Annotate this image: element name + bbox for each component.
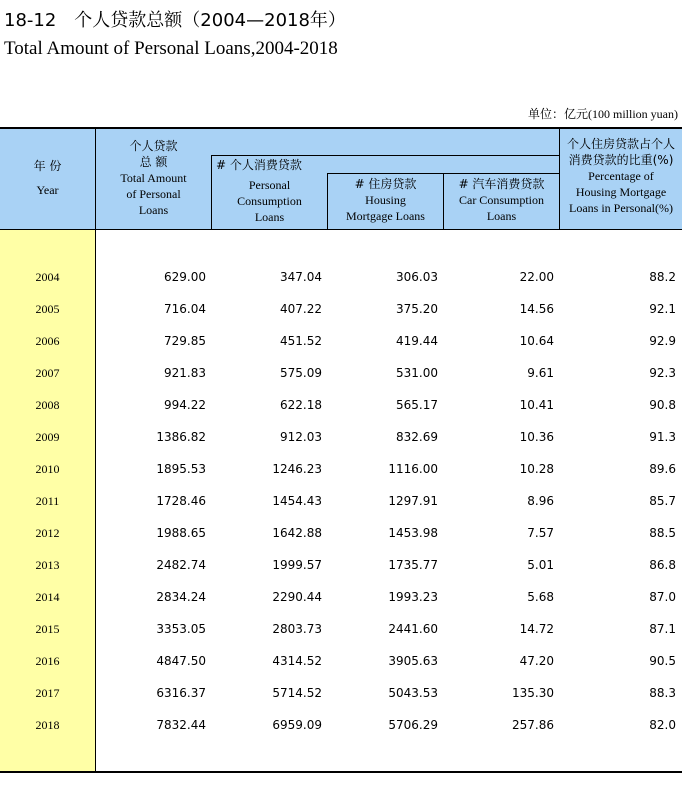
- table-title-chinese: 18-12 个人贷款总额（2004—2018年）: [4, 10, 346, 31]
- cell-total: 1728.46: [156, 494, 206, 508]
- cell-percentage: 88.3: [649, 686, 676, 700]
- table-row: [0, 587, 682, 607]
- header-car-en1: Car Consumption: [458, 193, 544, 207]
- header-total-cn2: 总 额: [139, 155, 168, 169]
- header-consumption-en: [212, 177, 327, 225]
- cell-total: 729.85: [164, 334, 206, 348]
- cell-total: 1895.53: [156, 462, 206, 476]
- table-row: [0, 427, 682, 447]
- table-bottom-rule: [0, 771, 682, 773]
- unit-label-english: (100 million yuan): [588, 107, 678, 121]
- table-row: [0, 299, 682, 319]
- cell-total: 1988.65: [156, 526, 206, 540]
- header-pct-cn2: 消费贷款的比重(%): [568, 153, 674, 167]
- header-divider-consumption: [211, 155, 559, 156]
- cell-housing: 3905.63: [388, 654, 438, 668]
- cell-consumption: 1246.23: [272, 462, 322, 476]
- cell-consumption: 6959.09: [272, 718, 322, 732]
- cell-percentage: 89.6: [649, 462, 676, 476]
- table-row: [0, 715, 682, 735]
- cell-year: 2007: [35, 366, 60, 380]
- cell-consumption: 622.18: [280, 398, 322, 412]
- cell-car: 14.72: [519, 622, 554, 636]
- cell-year: 2017: [35, 686, 60, 700]
- cell-consumption: 575.09: [280, 366, 322, 380]
- cell-car: 5.01: [527, 558, 554, 572]
- header-consumption-en2: Consumption: [237, 194, 302, 208]
- cell-consumption: 5714.52: [272, 686, 322, 700]
- cell-housing: 306.03: [396, 270, 438, 284]
- header-bottom-rule: [0, 229, 682, 230]
- cell-housing: 2441.60: [388, 622, 438, 636]
- cell-total: 1386.82: [156, 430, 206, 444]
- cell-car: 135.30: [512, 686, 554, 700]
- header-percentage: [560, 136, 682, 216]
- table-row: [0, 459, 682, 479]
- cell-year: 2009: [35, 430, 60, 444]
- table-row: [0, 363, 682, 383]
- cell-consumption: 2803.73: [272, 622, 322, 636]
- cell-percentage: 92.1: [649, 302, 676, 316]
- cell-year: 2013: [35, 558, 60, 572]
- cell-year: 2018: [35, 718, 60, 732]
- cell-year: 2014: [35, 590, 60, 604]
- table-row: [0, 267, 682, 287]
- cell-percentage: 87.0: [649, 590, 676, 604]
- unit-label: [528, 105, 678, 122]
- header-housing-en1: Housing: [365, 193, 406, 207]
- cell-car: 7.57: [527, 526, 554, 540]
- header-pct-en2: Housing Mortgage: [575, 185, 667, 199]
- cell-housing: 565.17: [396, 398, 438, 412]
- cell-car: 5.68: [527, 590, 554, 604]
- header-total-en1: Total Amount: [120, 171, 187, 185]
- unit-label-chinese: 单位：亿元: [527, 107, 588, 121]
- cell-consumption: 451.52: [280, 334, 322, 348]
- cell-housing: 419.44: [396, 334, 438, 348]
- cell-percentage: 90.8: [649, 398, 676, 412]
- cell-percentage: 88.2: [649, 270, 676, 284]
- cell-car: 9.61: [527, 366, 554, 380]
- cell-car: 47.20: [519, 654, 554, 668]
- cell-percentage: 86.8: [649, 558, 676, 572]
- cell-housing: 1297.91: [388, 494, 438, 508]
- table-row: [0, 395, 682, 415]
- cell-total: 3353.05: [156, 622, 206, 636]
- table-title-english: Total Amount of Personal Loans,2004-2018: [4, 38, 338, 59]
- header-pct-en1: Percentage of: [588, 169, 654, 183]
- table-row: [0, 619, 682, 639]
- header-housing-cn: # 住房贷款: [354, 177, 417, 191]
- table-row: [0, 651, 682, 671]
- header-housing: [328, 176, 443, 224]
- header-car-cn: # 汽车消费贷款: [458, 177, 545, 191]
- header-total: [96, 138, 211, 218]
- cell-car: 257.86: [512, 718, 554, 732]
- header-car: [444, 176, 559, 224]
- cell-total: 629.00: [164, 270, 206, 284]
- cell-total: 6316.37: [156, 686, 206, 700]
- cell-percentage: 92.3: [649, 366, 676, 380]
- cell-year: 2004: [35, 270, 60, 284]
- cell-total: 994.22: [164, 398, 206, 412]
- header-car-en2: Loans: [486, 209, 517, 223]
- table-row: [0, 491, 682, 511]
- cell-consumption: 912.03: [280, 430, 322, 444]
- cell-car: 10.41: [519, 398, 554, 412]
- cell-housing: 531.00: [396, 366, 438, 380]
- cell-year: 2008: [35, 398, 60, 412]
- cell-car: 10.28: [519, 462, 554, 476]
- cell-percentage: 92.9: [649, 334, 676, 348]
- cell-total: 2482.74: [156, 558, 206, 572]
- cell-consumption: 1454.43: [272, 494, 322, 508]
- cell-percentage: 87.1: [649, 622, 676, 636]
- cell-total: 4847.50: [156, 654, 206, 668]
- cell-car: 22.00: [519, 270, 554, 284]
- cell-housing: 5043.53: [388, 686, 438, 700]
- cell-consumption: 4314.52: [272, 654, 322, 668]
- cell-percentage: 85.7: [649, 494, 676, 508]
- cell-consumption: 407.22: [280, 302, 322, 316]
- cell-percentage: 90.5: [649, 654, 676, 668]
- cell-car: 14.56: [519, 302, 554, 316]
- table-row: [0, 523, 682, 543]
- cell-percentage: 91.3: [649, 430, 676, 444]
- column-divider-year: [95, 129, 96, 771]
- header-housing-en2: Mortgage Loans: [346, 209, 425, 223]
- header-pct-en3: Loans in Personal(%): [569, 201, 673, 215]
- cell-percentage: 82.0: [649, 718, 676, 732]
- header-total-en2: of Personal: [126, 187, 181, 201]
- header-consumption-en1: Personal: [248, 178, 291, 192]
- table-row: [0, 331, 682, 351]
- cell-consumption: 2290.44: [272, 590, 322, 604]
- cell-year: 2005: [35, 302, 60, 316]
- cell-housing: 1116.00: [388, 462, 438, 476]
- cell-housing: 832.69: [396, 430, 438, 444]
- cell-housing: 375.20: [396, 302, 438, 316]
- table-row: [0, 683, 682, 703]
- cell-consumption: 1642.88: [272, 526, 322, 540]
- cell-year: 2010: [35, 462, 60, 476]
- cell-year: 2012: [35, 526, 60, 540]
- cell-year: 2016: [35, 654, 60, 668]
- cell-total: 716.04: [164, 302, 206, 316]
- header-total-en3: Loans: [138, 203, 169, 217]
- cell-car: 8.96: [527, 494, 554, 508]
- header-year-cn: 年 份: [33, 159, 62, 173]
- cell-car: 10.64: [519, 334, 554, 348]
- header-year: [0, 158, 95, 198]
- cell-car: 10.36: [519, 430, 554, 444]
- header-consumption-en3: Loans: [254, 210, 285, 224]
- cell-total: 7832.44: [156, 718, 206, 732]
- cell-housing: 1993.23: [388, 590, 438, 604]
- cell-consumption: 347.04: [280, 270, 322, 284]
- cell-year: 2006: [35, 334, 60, 348]
- cell-percentage: 88.5: [649, 526, 676, 540]
- table-row: [0, 555, 682, 575]
- header-consumption-cn: # 个人消费贷款: [216, 158, 302, 172]
- cell-housing: 5706.29: [388, 718, 438, 732]
- header-pct-cn1: 个人住房贷款占个人: [566, 137, 675, 151]
- cell-housing: 1453.98: [388, 526, 438, 540]
- cell-total: 2834.24: [156, 590, 206, 604]
- cell-housing: 1735.77: [388, 558, 438, 572]
- cell-year: 2015: [35, 622, 60, 636]
- cell-consumption: 1999.57: [272, 558, 322, 572]
- cell-year: 2011: [35, 494, 60, 508]
- header-total-cn1: 个人贷款: [129, 139, 178, 153]
- cell-total: 921.83: [164, 366, 206, 380]
- header-year-en: Year: [36, 183, 59, 197]
